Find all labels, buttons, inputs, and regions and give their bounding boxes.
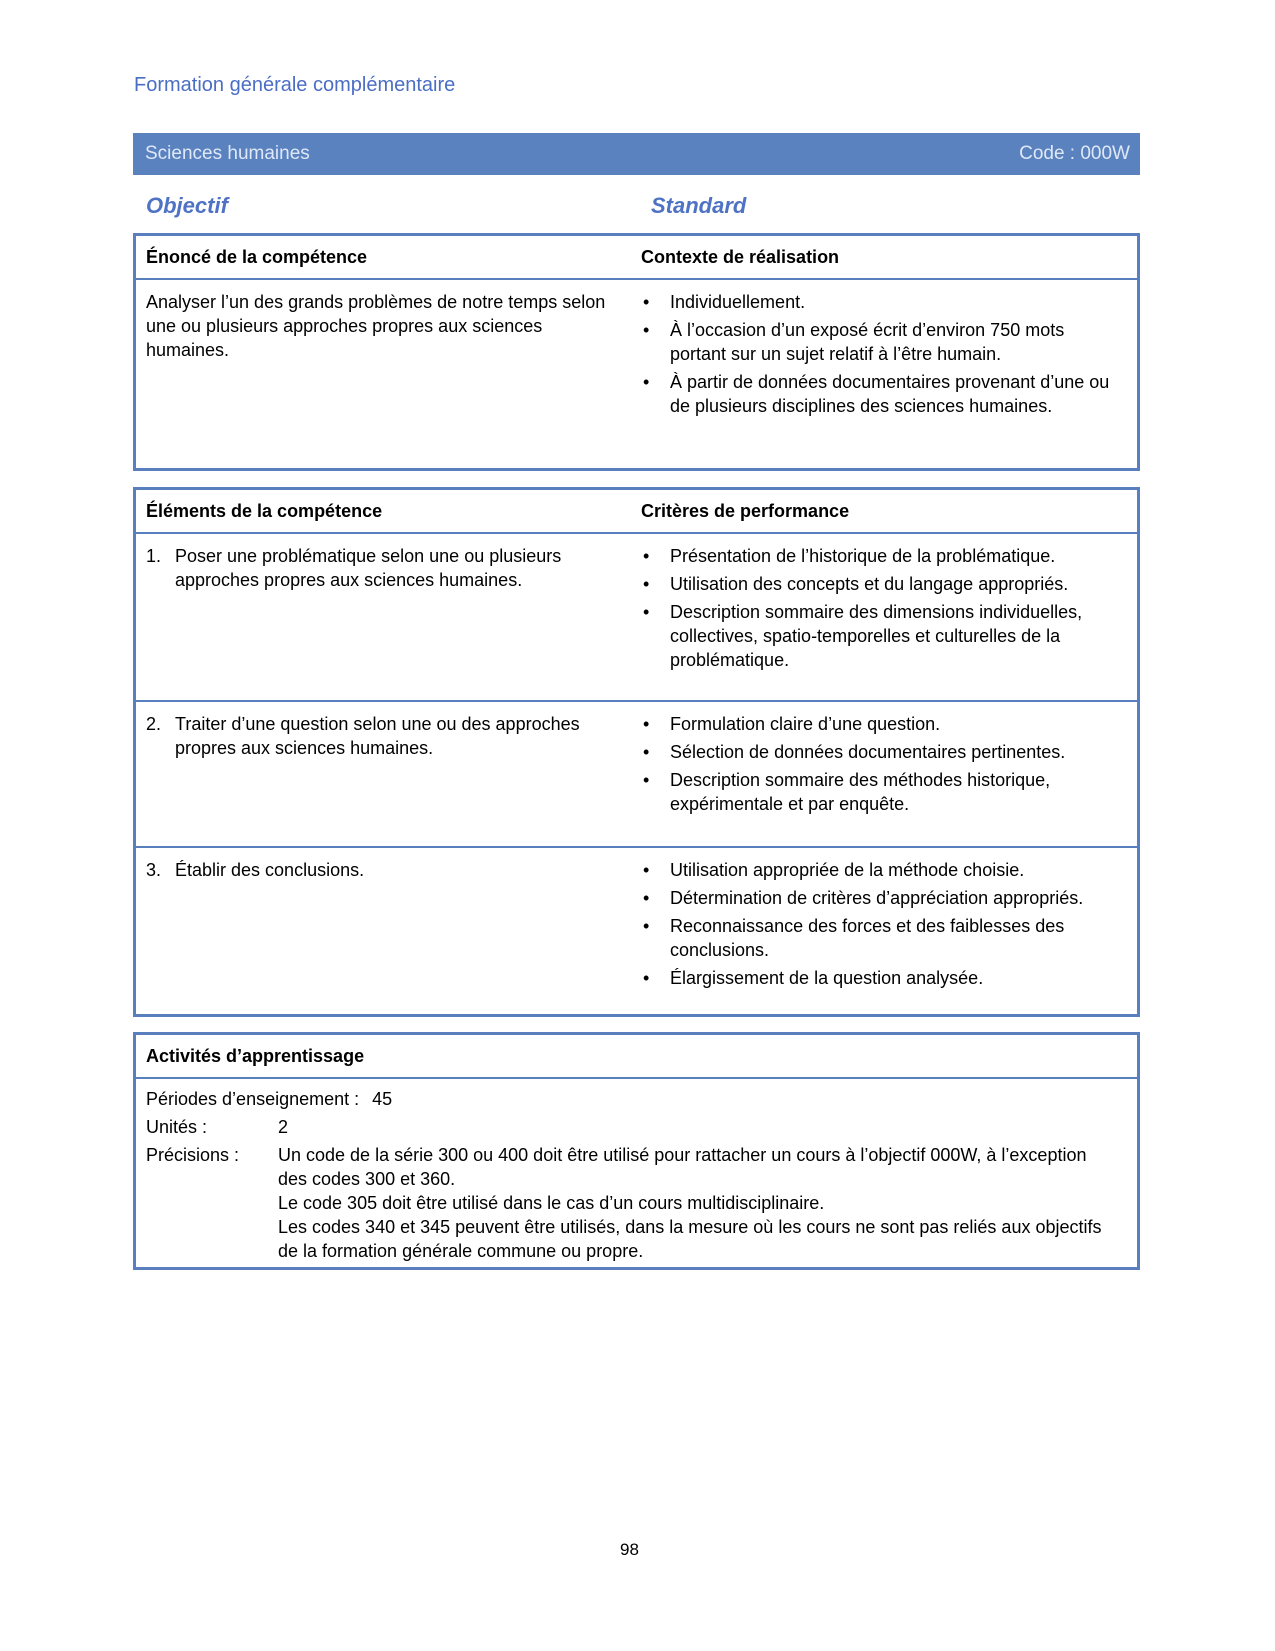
enonce-text [146,290,616,362]
contexte-header: Contexte de réalisation [641,247,840,267]
bullet-icon: • [643,546,650,566]
elements-header-label: Éléments de la compétence [146,501,383,521]
element-number: 1. [146,546,162,566]
competence-box [133,233,1140,471]
competence-header [136,236,1137,280]
bullet-icon: • [643,916,650,936]
precision-item: Les codes 340 et 345 peuvent être utilisés, dans la mesure où les cours ne sont pas reliés aux objectifs de la formation générale commune ou propre. [278,1217,1102,1261]
critere-item: • Description sommaire des dimensions individuelles, collectives, spatio-temporelles et culturelles de la problématique. [643,602,1083,670]
periodes-label: Périodes d’enseignement : [146,1089,360,1109]
unites-value: 2 [278,1117,289,1137]
critere-item: • Sélection de données documentaires pertinentes. [643,742,1066,762]
bullet-icon: • [643,770,650,790]
precisions-label: Précisions : [146,1145,240,1165]
unites-label: Unités : [146,1117,208,1137]
element-description: Établir des conclusions. [175,860,365,880]
criteres-list [641,858,1111,994]
precisions-text [278,1143,1108,1263]
critere-item: • Utilisation des concepts et du langage appropriés. [643,574,1069,594]
objectif-heading: Objectif [146,193,228,218]
page-header-title: Formation générale complémentaire [134,74,456,96]
criteres-list [641,712,1111,820]
critere-item: • Élargissement de la question analysée. [643,968,984,988]
periodes-line [146,1089,392,1110]
critere-item: • Formulation claire d’une question. [643,714,941,734]
element-number: 2. [146,714,162,734]
element-description: Traiter d’une question selon une ou des approches propres aux sciences humaines. [175,714,580,758]
bullet-icon: • [643,742,650,762]
element-text [146,544,616,592]
enonce-text-content: Analyser l’un des grands problèmes de notre temps selon une ou plusieurs approches propres aux sciences humaines. [146,292,606,360]
critere-item: • Présentation de l’historique de la problématique. [643,546,1056,566]
contexte-list [641,290,1111,422]
page-number: 98 [620,1540,639,1559]
bullet-icon: • [643,292,650,312]
bullet-icon: • [643,320,650,340]
bullet-icon: • [643,372,650,392]
element-number: 3. [146,860,162,880]
element-row-1 [136,534,1137,702]
periodes-value: 45 [372,1089,393,1109]
element-row-3 [136,848,1137,1020]
course-bar [133,133,1140,175]
criteres-list [641,544,1111,676]
contexte-item: • À l’occasion d’un exposé écrit d’environ 750 mots portant sur un sujet relatif à l’être humain. [643,320,1065,364]
element-text [146,712,616,760]
bullet-icon: • [643,574,650,594]
sub-headings [146,193,747,219]
course-name: Sciences humaines [145,143,310,164]
standard-heading: Standard [651,193,747,218]
bullet-icon: • [643,888,650,908]
element-description: Poser une problématique selon une ou plusieurs approches propres aux sciences humaines. [175,546,562,590]
course-code: Code : 000W [1019,143,1130,164]
precision-item: Un code de la série 300 ou 400 doit être utilisé pour rattacher un cours à l’objectif 000W, à l’exception des codes 300 et 360. [278,1145,1087,1189]
contexte-item: • À partir de données documentaires provenant d’une ou de plusieurs disciplines des sciences humaines. [643,372,1110,416]
unites-line [146,1117,289,1138]
critere-item: • Utilisation appropriée de la méthode choisie. [643,860,1025,880]
critere-item: • Description sommaire des méthodes historique, expérimentale et par enquête. [643,770,1051,814]
activites-body [136,1079,1137,1269]
activites-header-label: Activités d’apprentissage [146,1046,365,1066]
precision-item: Le code 305 doit être utilisé dans le cas d’un cours multidisciplinaire. [278,1193,825,1213]
criteres-header-label: Critères de performance [641,501,850,521]
element-text [146,858,616,882]
element-row-2 [136,702,1137,848]
elements-header [136,490,1137,534]
bullet-icon: • [643,968,650,988]
bullet-icon: • [643,714,650,734]
bullet-icon: • [643,860,650,880]
bullet-icon: • [643,602,650,622]
activites-box [133,1032,1140,1270]
critere-item: • Détermination de critères d’appréciation appropriés. [643,888,1084,908]
contexte-item: • Individuellement. [643,292,806,312]
activites-header [136,1035,1137,1079]
enonce-header: Énoncé de la compétence [146,247,368,267]
competence-row [136,280,1137,470]
elements-box [133,487,1140,1017]
critere-item: • Reconnaissance des forces et des faiblesses des conclusions. [643,916,1065,960]
